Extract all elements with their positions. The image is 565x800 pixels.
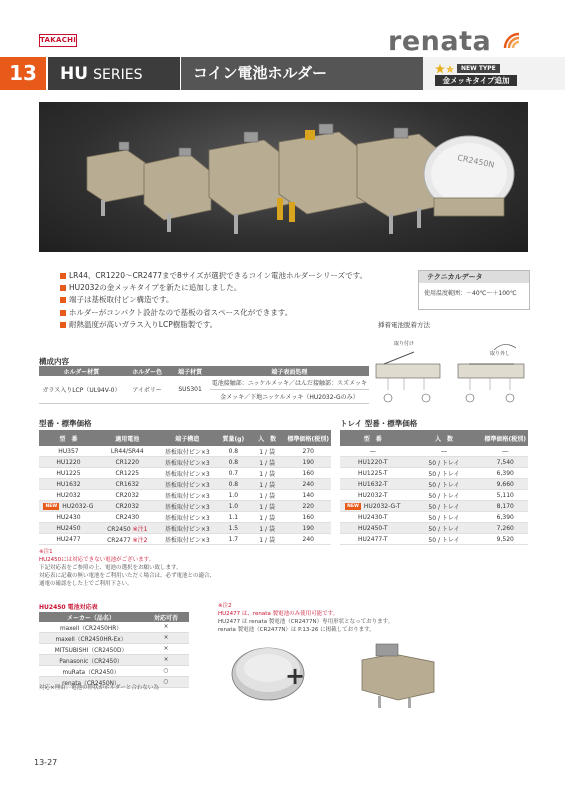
tray-row-qty — [406, 479, 483, 490]
models-row-mass — [218, 446, 249, 457]
models-row-price — [286, 490, 332, 501]
plus-sign: + — [285, 662, 306, 690]
compat-footnote: 対応×理由：電池の形状がホルダーと合わない為 — [39, 685, 159, 691]
models-row — [39, 446, 331, 457]
tray-row-price — [483, 512, 529, 523]
models-row — [39, 468, 331, 479]
models-row-mass-text: 0.8 — [228, 458, 239, 466]
diagram-remove-label: 取り外し — [490, 351, 511, 357]
tray-row-model — [340, 468, 406, 479]
compat-row-maker — [39, 633, 143, 644]
models-row-price-text: 160 — [302, 513, 314, 521]
note1-line: 下記対応表をご参照の上、電池の選択をお願い致します。 — [39, 565, 182, 571]
page-title: コイン電池ホルダー — [181, 57, 423, 90]
new-badge: NEW — [45, 503, 58, 509]
models-row-price — [286, 501, 332, 512]
models-row-terminal-text: 基板取付ピン×3 — [164, 492, 210, 500]
models-row-qty — [249, 479, 286, 490]
star-icon — [435, 64, 455, 74]
models-table — [39, 430, 331, 545]
models-row-mass — [218, 512, 249, 523]
models-row-mass-text: 1.1 — [228, 513, 239, 521]
tray-row-model-text: ― — [369, 447, 376, 455]
models-row-price-text: 190 — [302, 524, 314, 532]
models-title: 型番・標準価格 — [39, 419, 92, 428]
series-bold: HU — [60, 64, 89, 84]
models-row-price — [286, 512, 332, 523]
models-row-qty-text: 1 / 袋 — [259, 514, 275, 522]
composition-finish1: 電池接触部：ニッケルメッキ／はんだ接触部：スズメッキ — [210, 376, 369, 390]
models-row-qty-text: 1 / 袋 — [259, 448, 275, 456]
series-light: SERIES — [93, 67, 143, 83]
compat-row-maker — [39, 622, 143, 633]
compat-table — [39, 612, 189, 688]
series-title — [48, 57, 180, 90]
models-row-terminal — [157, 490, 218, 501]
tray-row — [340, 490, 528, 501]
models-row-terminal — [157, 457, 218, 468]
models-row-model — [39, 468, 98, 479]
composition-header: ホルダー色 — [124, 366, 171, 376]
models-row-battery-text: CR1220 — [115, 458, 140, 466]
models-row-mass — [218, 534, 249, 545]
models-row-terminal-text: 基板取付ピン×3 — [164, 514, 210, 522]
tray-row-price — [483, 490, 529, 501]
tray-header: 型 番 — [340, 430, 406, 446]
models-row-terminal-text: 基板取付ピン×3 — [164, 481, 210, 489]
models-row-model — [39, 512, 98, 523]
models-row-battery — [98, 490, 157, 501]
models-row-mass-text: 0.8 — [228, 447, 239, 455]
compat-title: HU2450 電池対応表 — [39, 604, 98, 611]
compat-row-ok-text: × — [163, 657, 169, 663]
models-row — [39, 457, 331, 468]
models-row-battery — [98, 446, 157, 457]
feature-item: HU2032の金メッキタイプを新たに追加しました。 — [60, 282, 400, 294]
models-row-mass — [218, 457, 249, 468]
models-row-battery — [98, 501, 157, 512]
models-row-price — [286, 523, 332, 534]
note-ref: ※注2 — [130, 536, 148, 544]
tray-row — [340, 534, 528, 545]
models-row-price-text: 160 — [302, 469, 314, 477]
compat-row-maker — [39, 655, 143, 666]
tray-row-price-text: 7,260 — [496, 524, 514, 532]
models-row-battery-text: LR44/SR44 — [110, 447, 144, 455]
models-row-mass — [218, 523, 249, 534]
models-row-model — [39, 534, 98, 545]
tray-header: 入 数 — [406, 430, 483, 446]
compat-row-maker-text: MITSUBISHI（CR2450D） — [54, 647, 128, 654]
tray-row-price-text: 8,170 — [496, 502, 514, 510]
tray-row — [340, 446, 528, 457]
tray-row-price — [483, 479, 529, 490]
note-ref: ※注1 — [130, 525, 148, 533]
tray-row-qty-text: 50 / トレイ — [428, 481, 460, 489]
models-row-mass — [218, 501, 249, 512]
models-row-model — [39, 501, 98, 512]
tray-row-price-text: 5,110 — [496, 491, 514, 499]
composition-terminal: SUS301 — [170, 376, 209, 404]
compat-row — [39, 644, 189, 655]
tray-row-qty-text: 50 / トレイ — [428, 514, 460, 522]
compat-header: 対応可否 — [143, 612, 189, 622]
tray-row — [340, 468, 528, 479]
composition-finish2: 金メッキ／下地ニッケルメッキ（HU2032-Gのみ） — [210, 390, 369, 404]
models-header: 標準価格(税別) — [286, 430, 332, 446]
tech-data-value: 使用温度範囲：－40℃～＋100℃ — [424, 290, 517, 297]
models-row-mass — [218, 479, 249, 490]
tray-row-qty — [406, 534, 483, 545]
tray-row-model — [340, 523, 406, 534]
note2-line: HU2477 は renata 製電池（CR2477N）専用形状となっております。 — [218, 619, 394, 625]
models-row-model — [39, 479, 98, 490]
tray-row-qty — [406, 446, 483, 457]
models-row-price-text: 140 — [302, 491, 314, 499]
diagram-title: 挿着電池脱着方法 — [378, 321, 430, 329]
models-row-battery-text: CR2032 — [115, 491, 140, 499]
compat-row-ok-text: × — [163, 624, 169, 630]
models-row-qty-text: 1 / 袋 — [259, 459, 275, 467]
tech-data-title: テクニカルデータ — [419, 271, 529, 283]
models-row-model — [39, 457, 98, 468]
tray-row-model-text: HU2032-T — [358, 491, 388, 499]
models-row-qty-text: 1 / 袋 — [259, 503, 275, 511]
battery-holder-image — [228, 640, 528, 710]
compat-header: メーカー（品名） — [39, 612, 143, 622]
models-row-model — [39, 523, 98, 534]
models-row-price — [286, 479, 332, 490]
compat-row-ok-text: × — [163, 646, 169, 652]
models-row-qty-text: 1 / 袋 — [259, 525, 275, 533]
compat-row-maker-text: renata（CR2450N） — [62, 680, 120, 687]
tray-row-model-text: HU2450-T — [358, 524, 388, 532]
compat-row-ok-text: ○ — [163, 679, 169, 685]
models-row-price — [286, 534, 332, 545]
models-row-model-text: HU357 — [58, 447, 79, 455]
models-row-qty — [249, 446, 286, 457]
compat-row-maker — [39, 644, 143, 655]
note2-red: HU2477 は、renata 製電池のみ使用可能です。 — [218, 611, 339, 617]
tray-row-price — [483, 501, 529, 512]
tech-data-box — [418, 270, 530, 310]
page-number: 13-27 — [34, 758, 58, 767]
composition-title: 構成内容 — [39, 357, 69, 366]
tray-row-price-text: 9,660 — [496, 480, 514, 488]
badge-main: 金メッキタイプ追加 — [435, 75, 517, 86]
note1-block — [39, 548, 279, 588]
models-row-model-text: HU2032 — [56, 491, 81, 499]
compat-row-ok-text: × — [163, 635, 169, 641]
feature-item: 端子は基板取付ピン構造です。 — [60, 294, 400, 306]
feature-item: 耐熱温度が高いガラス入りLCP樹脂製です。 — [60, 319, 400, 331]
tray-row-model-text: HU1225-T — [358, 469, 388, 477]
tray-row — [340, 457, 528, 468]
note2-line: renata 製電池（CR2477N）は P.13-26 に掲載しております。 — [218, 627, 375, 633]
models-row-terminal — [157, 446, 218, 457]
holders-illustration — [39, 102, 528, 252]
models-row-model — [39, 490, 98, 501]
tray-row-qty — [406, 490, 483, 501]
tray-row-qty — [406, 468, 483, 479]
renata-logo: renata — [388, 26, 492, 57]
models-row-qty-text: 1 / 袋 — [259, 481, 275, 489]
models-row-qty-text: 1 / 袋 — [259, 492, 275, 500]
composition-color: アイボリー — [124, 376, 171, 404]
models-row-mass-text: 0.8 — [228, 480, 239, 488]
models-row — [39, 490, 331, 501]
tray-row-price — [483, 534, 529, 545]
tray-row-qty — [406, 523, 483, 534]
models-row-battery-text: CR1632 — [115, 480, 140, 488]
renata-logo-arc-icon — [503, 32, 521, 50]
compat-row-maker-text: maxell（CR2450HR） — [59, 625, 123, 632]
models-row-mass — [218, 490, 249, 501]
composition-header: 端子材質 — [170, 366, 209, 376]
compat-row — [39, 666, 189, 677]
section-number: 13 — [0, 57, 46, 90]
tray-row-model — [340, 490, 406, 501]
models-row-terminal — [157, 479, 218, 490]
composition-table — [39, 366, 369, 404]
models-row-model-text: HU1220 — [56, 458, 81, 466]
compat-row-maker-text: Panasonic（CR2450） — [59, 658, 123, 665]
tray-row-price-text: 6,390 — [496, 513, 514, 521]
compat-row-ok — [143, 644, 189, 655]
compat-row-ok — [143, 655, 189, 666]
models-row-terminal — [157, 512, 218, 523]
feature-item: LR44、CR1220～CR2477まで8サイズが選択できるコイン電池ホルダーシリーズです。 — [60, 270, 400, 282]
models-row-price-text: 240 — [302, 535, 314, 543]
models-row-terminal — [157, 501, 218, 512]
compat-row — [39, 655, 189, 666]
tray-row — [340, 479, 528, 490]
tray-row-price-text: 7,540 — [496, 458, 514, 466]
new-badge: NEW — [347, 503, 359, 509]
models-header: 端子構造 — [157, 430, 218, 446]
compat-row-ok — [143, 633, 189, 644]
svg-text:CR2450N: CR2450N — [456, 153, 496, 170]
note1-line: 通電の確認をした上でご利用下さい。 — [39, 581, 133, 587]
tray-row-qty-text: 50 / トレイ — [428, 492, 460, 500]
note1-label: ※注1 — [39, 549, 53, 555]
models-row-qty — [249, 534, 286, 545]
models-row-terminal-text: 基板取付ピン×3 — [164, 470, 210, 478]
tray-row-qty — [406, 501, 483, 512]
tray-row-price-text: ― — [502, 447, 509, 455]
tray-row-price — [483, 446, 529, 457]
models-row-battery — [98, 479, 157, 490]
models-row-model-text: HU2430 — [56, 513, 81, 521]
models-row-price-text: 270 — [302, 447, 314, 455]
tray-row-qty-text: 50 / トレイ — [428, 459, 460, 467]
models-row-mass — [218, 468, 249, 479]
tray-row-price — [483, 523, 529, 534]
compat-row-maker — [39, 666, 143, 677]
tray-table — [340, 430, 528, 545]
tray-row-qty-text: 50 / トレイ — [428, 525, 460, 533]
models-row-mass-text: 1.7 — [228, 535, 239, 543]
compat-row-ok — [143, 666, 189, 677]
models-row-qty-text: 1 / 袋 — [259, 470, 275, 478]
tray-row-model-text: HU2032-G-T — [363, 502, 401, 510]
note2-block — [218, 602, 518, 634]
tray-row-qty-text: 50 / トレイ — [428, 470, 460, 478]
tray-row-model — [340, 446, 406, 457]
models-row-mass-text: 1.5 — [228, 524, 239, 532]
models-row-battery — [98, 534, 157, 545]
models-row-battery-text: CR2430 — [115, 513, 140, 521]
models-row-terminal-text: 基板取付ピン×3 — [164, 503, 210, 511]
models-row-qty — [249, 457, 286, 468]
models-row-battery — [98, 468, 157, 479]
compat-row-ok — [143, 622, 189, 633]
tray-row-model — [340, 534, 406, 545]
tray-row-price — [483, 457, 529, 468]
models-row-mass-text: 1.0 — [228, 491, 239, 499]
note1-red: HU2450には対応できない電池がございます。 — [39, 557, 155, 563]
models-row — [39, 501, 331, 512]
tray-row-model — [340, 512, 406, 523]
compat-row — [39, 622, 189, 633]
models-row-mass-text: 1.0 — [228, 502, 239, 510]
models-row-model-text: HU2450 — [56, 524, 81, 532]
models-row-model-text: HU2032-G — [62, 502, 94, 510]
composition-header: ホルダー材質 — [39, 366, 124, 376]
tray-row-price-text: 9,520 — [496, 535, 514, 543]
models-row-price-text: 240 — [302, 480, 314, 488]
tray-row-model-text: HU2430-T — [358, 513, 388, 521]
models-row-battery-text: CR2032 — [115, 502, 140, 510]
models-row-terminal-text: 基板取付ピン×3 — [164, 536, 210, 544]
new-type-badge — [435, 64, 517, 87]
models-row-qty — [249, 523, 286, 534]
tray-row-qty-text: 50 / トレイ — [428, 536, 460, 544]
compat-row-maker-text: muRata（CR2450） — [62, 669, 120, 676]
note1-line: 対応表に記載の無い電池をご利用いただく場合は、必ず電池との適合、 — [39, 573, 216, 579]
tray-row-qty-text: ― — [441, 447, 448, 455]
tray-row-model — [340, 457, 406, 468]
models-row-price — [286, 446, 332, 457]
models-row-qty-text: 1 / 袋 — [259, 536, 275, 544]
product-photo — [39, 102, 528, 252]
compat-row-ok-text: ○ — [163, 668, 169, 674]
takachi-logo: TAKACHI — [39, 34, 77, 47]
models-header: 適用電池 — [98, 430, 157, 446]
models-row — [39, 534, 331, 545]
tray-row — [340, 523, 528, 534]
models-header: 型 番 — [39, 430, 98, 446]
tray-row — [340, 501, 528, 512]
models-row-qty — [249, 490, 286, 501]
badge-top: NEW TYPE — [457, 64, 500, 73]
models-row-model-text: HU1225 — [56, 469, 81, 477]
models-row-battery-text: CR2450 — [107, 525, 131, 533]
tray-row-model-text: HU2477-T — [358, 535, 388, 543]
models-header: 入 数 — [249, 430, 286, 446]
tray-row-price-text: 6,390 — [496, 469, 514, 477]
models-row-battery-text: CR2477 — [107, 536, 131, 544]
note2-label: ※注2 — [218, 603, 232, 609]
tray-row-model-text: HU1220-T — [358, 458, 388, 466]
models-row-battery — [98, 457, 157, 468]
models-row-terminal — [157, 534, 218, 545]
diagram-insert-label: 取り付け — [394, 341, 415, 347]
models-row — [39, 523, 331, 534]
compat-row-maker-text: maxell（CR2450HR-Ex） — [55, 636, 127, 643]
tray-row-model-text: HU1632-T — [358, 480, 388, 488]
models-row-terminal-text: 基板取付ピン×3 — [164, 459, 210, 467]
models-row-price-text: 190 — [302, 458, 314, 466]
models-row-battery — [98, 512, 157, 523]
compat-row — [39, 633, 189, 644]
tray-row-qty — [406, 512, 483, 523]
tray-row-qty-text: 50 / トレイ — [428, 503, 460, 511]
models-row-terminal-text: 基板取付ピン×3 — [164, 448, 210, 456]
models-row — [39, 479, 331, 490]
feature-list — [60, 270, 400, 331]
feature-item: ホルダーがコンパクト設計なので基板の省スペース化ができます。 — [60, 307, 400, 319]
models-row-terminal-text: 基板取付ピン×3 — [164, 525, 210, 533]
models-row-model-text: HU2477 — [56, 535, 81, 543]
models-row-qty — [249, 512, 286, 523]
models-row-terminal — [157, 468, 218, 479]
tray-header: 標準価格(税別) — [483, 430, 529, 446]
tray-row-model — [340, 501, 406, 512]
tray-title: トレイ 型番・標準価格 — [340, 419, 418, 428]
tray-row-price — [483, 468, 529, 479]
models-row-price — [286, 468, 332, 479]
models-row-model — [39, 446, 98, 457]
tray-row-model — [340, 479, 406, 490]
tray-row — [340, 512, 528, 523]
models-row-qty — [249, 468, 286, 479]
models-row-battery — [98, 523, 157, 534]
tray-row-qty — [406, 457, 483, 468]
models-header: 質量(g) — [218, 430, 249, 446]
models-row-battery-text: CR1225 — [115, 469, 140, 477]
models-row-mass-text: 0.7 — [228, 469, 239, 477]
models-row-model-text: HU1632 — [56, 480, 81, 488]
models-row-price-text: 220 — [302, 502, 314, 510]
models-row-qty — [249, 501, 286, 512]
composition-header: 端子表面処理 — [210, 366, 369, 376]
models-row — [39, 512, 331, 523]
models-row-price — [286, 457, 332, 468]
composition-material: ガラス入りLCP（UL94V-0） — [39, 376, 124, 404]
models-row-terminal — [157, 523, 218, 534]
